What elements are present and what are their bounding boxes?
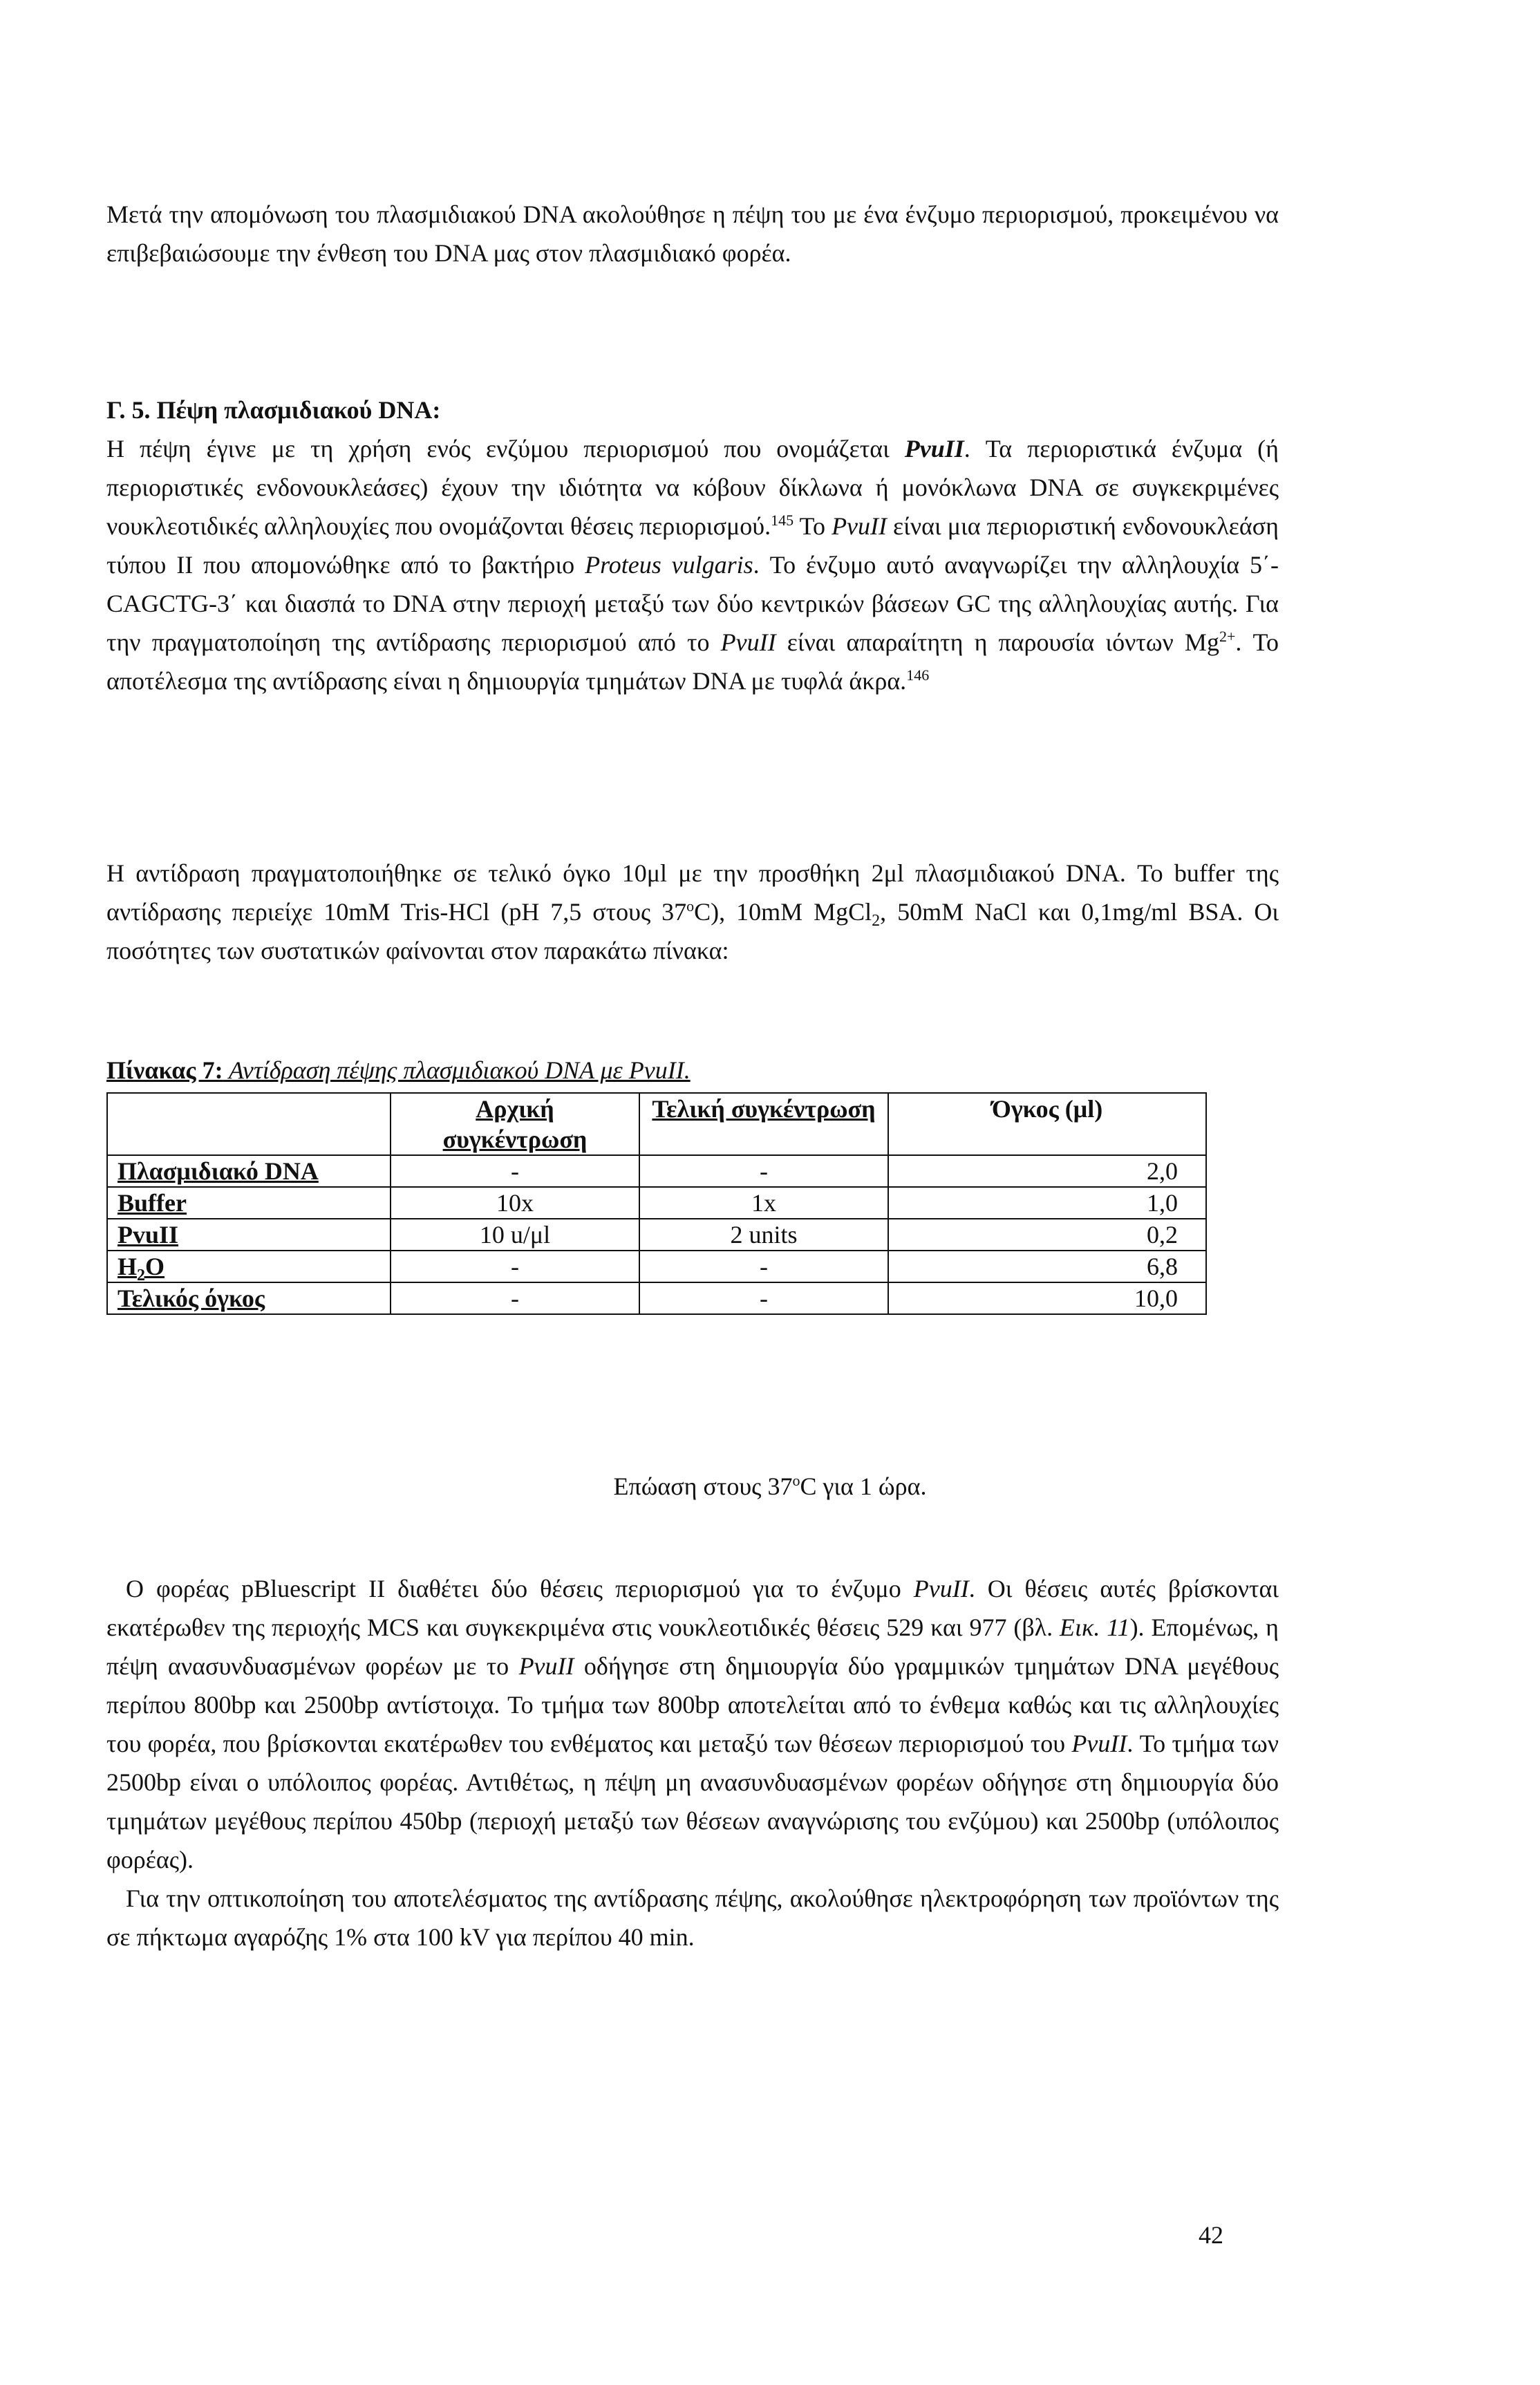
- table-cell: Πλασμιδιακό DNA: [107, 1155, 391, 1187]
- subscript: 2: [872, 912, 881, 930]
- section-digestion: [106, 391, 1279, 700]
- degree-mark: o: [792, 1472, 800, 1489]
- table-cell: 10,0: [888, 1282, 1206, 1314]
- vector-text: [106, 1569, 1279, 1879]
- table-header-cell: [107, 1093, 391, 1155]
- page-number: 42: [1199, 2221, 1223, 2249]
- incubation-note: [0, 1467, 1540, 1506]
- header-text: Αρχική συγκέντρωση: [442, 1095, 588, 1153]
- text-run: . Τα περιοριστικά ένζυμα (ή περιοριστικές ενδονουκλεάσες) έχουν την ιδιότητα να κόβουν δίκλωνα ή μονόκλωνα DNA σε συγκεκριμένες νουκλεοτιδικές αλληλουχίες που ονομάζονται θέσεις περιορισμού.: [106, 435, 1279, 540]
- table-cell: -: [391, 1282, 639, 1314]
- text-run: Η αντίδραση πραγματοποιήθηκε σε τελικό όγκο 10μl με την προσθήκη 2μl πλασμιδιακού DNA. Το buffer της αντίδρασης περιείχε 10mM Tris-HCl (pH 7,5 στους 37: [106, 859, 1279, 926]
- footnote-ref: 146: [906, 666, 930, 684]
- text-run: C), 10mM MgCl: [694, 898, 872, 926]
- table-cell: 6,8: [888, 1251, 1206, 1282]
- text-run: . Οι θέσεις αυτές βρίσκονται εκατέρωθεν της περιοχής MCS και συγκεκριμένα στις νουκλεοτιδικές θέσεις 529 και 977 (βλ.: [106, 1575, 1279, 1641]
- text-run: . Το αποτέλεσμα της αντίδρασης είναι η δημιουργία τμημάτων DNA με τυφλά άκρα.: [106, 628, 1279, 695]
- text-run: Επώαση στους 37: [613, 1472, 793, 1500]
- table-cell: 1,0: [888, 1187, 1206, 1219]
- text-run: είναι μια περιοριστική ενδονουκλεάση τύπου II που απομονώθηκε από το βακτήριο: [106, 512, 1279, 579]
- table-cell: 1x: [639, 1187, 888, 1219]
- table-header-cell: [639, 1093, 888, 1155]
- table-cell: -: [639, 1155, 888, 1187]
- table-caption: [106, 1051, 691, 1089]
- table-cell: 2 units: [639, 1219, 888, 1251]
- vector-paragraph: [106, 1569, 1279, 1956]
- table-cell: 10x: [391, 1187, 639, 1219]
- table-cell: PvuII: [107, 1219, 391, 1251]
- enzyme-name: PvuII: [518, 1652, 574, 1680]
- table-row: [107, 1219, 1206, 1251]
- figure-ref: Εικ. 11: [1060, 1614, 1130, 1641]
- enzyme-name: PvuII: [832, 512, 888, 540]
- reaction-table: [106, 1092, 1207, 1315]
- header-text: Τελική συγκέντρωση: [652, 1095, 876, 1123]
- section-paragraph: [106, 429, 1279, 700]
- table-cell: -: [391, 1251, 639, 1282]
- table-caption-label: Πίνακας 7:: [106, 1056, 223, 1084]
- text-run: . Το τμήμα των 2500bp είναι ο υπόλοιπος φορέας. Αντιθέτως, η πέψη μη ανασυνδυασμένων φορέων οδήγησε στη δημιουργία δύο τμημάτων μεγέθους περίπου 450bp (περιοχή μεταξύ των θέσεων αναγνώρισης του ενζύμου) και 2500bp (υπόλοιπος φορέας).: [106, 1730, 1279, 1873]
- footnote-ref: 145: [771, 512, 794, 529]
- ion-charge: 2+: [1219, 628, 1236, 645]
- table-cell: $H_2O$: [107, 1251, 391, 1282]
- table-row: [107, 1155, 1206, 1187]
- text-run: ). Επομένως, η πέψη ανασυνδυασμένων φορέων με το: [106, 1614, 1279, 1680]
- enzyme-name: PvuII: [1071, 1730, 1127, 1757]
- intro-text: Μετά την απομόνωση του πλασμιδιακού DNA ακολούθησε η πέψη του με ένα ένζυμο περιορισμού, προκειμένου να επιβεβαιώσουμε την ένθεση του DNA μας στον πλασμιδιακό φορέα.: [106, 200, 1279, 267]
- table-cell: -: [639, 1251, 888, 1282]
- table-cell: 2,0: [888, 1155, 1206, 1187]
- text-run: . Το ένζυμο αυτό αναγνωρίζει την αλληλουχία 5΄-CAGCTG-3΄ και διασπά το DNA στην περιοχή μεταξύ των δύο κεντρικών βάσεων GC της αλληλουχίας αυτής. Για την πραγματοποίηση της αντίδρασης περιορισμού από το: [106, 551, 1279, 656]
- organism-name: Proteus vulgaris: [585, 551, 753, 579]
- table-row: [107, 1251, 1206, 1282]
- table-row: [107, 1187, 1206, 1219]
- text-run: , 50mM NaCl και 0,1mg/ml BSA. Οι ποσότητες των συστατικών φαίνονται στον παρακάτω πίνακα:: [106, 898, 1279, 964]
- reaction-paragraph: [106, 854, 1279, 970]
- table-header-cell: [391, 1093, 639, 1155]
- table-cell: -: [639, 1282, 888, 1314]
- electrophoresis-text: Για την οπτικοποίηση του αποτελέσματος της αντίδρασης πέψης, ακολούθησε ηλεκτροφόρηση των προϊόντων της σε πήκτωμα αγαρόζης 1% στα 100 kV για περίπου 40 min.: [106, 1884, 1279, 1951]
- section-title: [106, 391, 1279, 429]
- text-run: Η πέψη έγινε με τη χρήση ενός ενζύμου περιορισμού που ονομάζεται: [106, 435, 905, 462]
- section-heading: Πέψη πλασμιδιακού DNA:: [156, 396, 441, 424]
- text-run: Ο φορέας pBluescript II διαθέτει δύο θέσεις περιορισμού για το ένζυμο: [126, 1575, 914, 1602]
- text-run: είναι απαραίτητη η παρουσία ιόντων Mg: [776, 628, 1219, 656]
- table-cell: 0,2: [888, 1219, 1206, 1251]
- table-cell: Τελικός όγκος: [107, 1282, 391, 1314]
- section-number: Γ. 5.: [106, 396, 151, 424]
- text-run: οδήγησε στη δημιουργία δύο γραμμικών τμημάτων DNA μεγέθους περίπου 800bp και 2500bp αντίστοιχα. Το τμήμα των 800bp αποτελείται από το ένθεμα καθώς και τις αλληλουχίες του φορέα, που βρίσκονται εκατέρωθεν του ενθέματος και μεταξύ των θέσεων περιορισμού του: [106, 1652, 1279, 1757]
- table-caption-text: Αντίδραση πέψης πλασμιδιακού DNA με PvuII.: [223, 1056, 691, 1084]
- intro-paragraph: [106, 195, 1279, 272]
- reaction-text: [106, 854, 1279, 970]
- table-cell: Buffer: [107, 1187, 391, 1219]
- table-cell: -: [391, 1155, 639, 1187]
- text-run: C για 1 ώρα.: [800, 1472, 927, 1500]
- enzyme-name: PvuII: [913, 1575, 969, 1602]
- table-header-row: [107, 1093, 1206, 1155]
- table-header-cell: Όγκος (μl): [888, 1093, 1206, 1155]
- degree-mark: o: [686, 897, 695, 915]
- table-cell: 10 u/μl: [391, 1219, 639, 1251]
- enzyme-name: PvuII: [904, 435, 964, 462]
- table-row: [107, 1282, 1206, 1314]
- enzyme-name: PvuII: [720, 628, 776, 656]
- text-run: Το: [794, 512, 832, 540]
